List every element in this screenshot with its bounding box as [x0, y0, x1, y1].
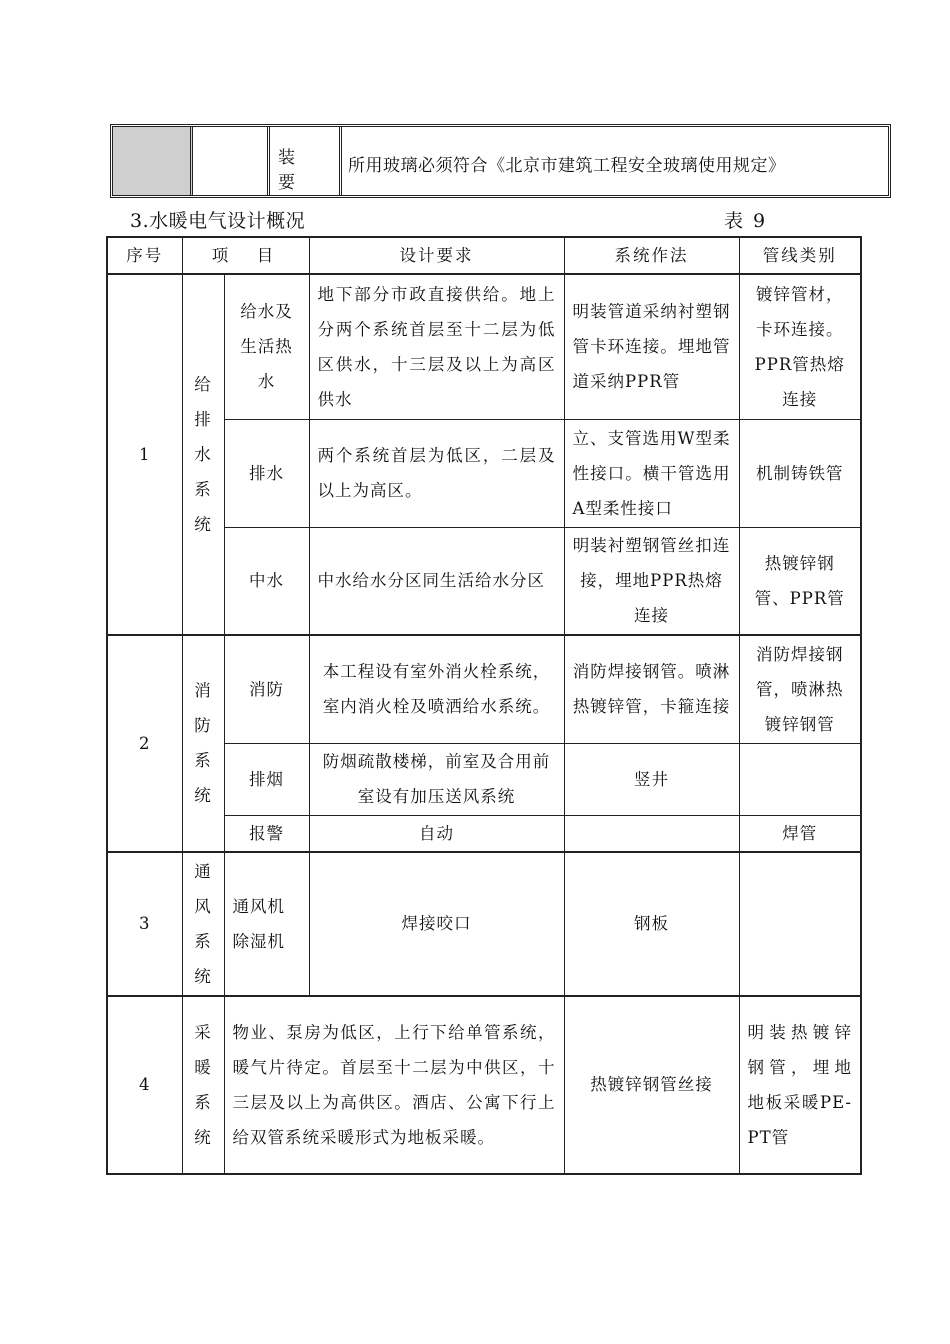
- item-cell: 消防: [224, 635, 309, 743]
- group-system: [182, 996, 224, 1174]
- shaded-cell: [113, 127, 193, 195]
- pipe-cell: 镀锌管材，卡环连接。PPR管热熔连接: [739, 274, 861, 419]
- pipe-cell: [739, 743, 861, 815]
- section-title: 3.水暖电气设计概况: [130, 210, 306, 232]
- requirement-cell: 中水给水分区同生活给水分区: [309, 527, 564, 635]
- pipe-cell: 机制铸铁管: [739, 419, 861, 527]
- table-row: [107, 635, 861, 743]
- pipe-cell: 热镀锌钢管、PPR管: [739, 527, 861, 635]
- fragment-label: 装要: [278, 148, 311, 193]
- method-cell: 立、支管选用W型柔性接口。横干管选用A型柔性接口: [564, 419, 739, 527]
- method-cell: 热镀锌钢管丝接: [564, 996, 739, 1174]
- requirement-cell: 自动: [309, 815, 564, 852]
- requirement-cell: 焊接咬口: [309, 852, 564, 996]
- system-label: 给排水系统: [194, 375, 212, 534]
- method-cell: 明装衬塑钢管丝扣连接，埋地PPR热熔连接: [564, 527, 739, 635]
- group-system: [182, 852, 224, 996]
- header-no: 序号: [107, 237, 182, 274]
- group-system: [182, 635, 224, 852]
- item-cell: 中水: [224, 527, 309, 635]
- method-cell: 消防焊接钢管。喷淋热镀锌管，卡箍连接: [564, 635, 739, 743]
- group-number: 4: [107, 996, 182, 1174]
- requirement-cell: 本工程设有室外消火栓系统，室内消火栓及喷洒给水系统。: [309, 635, 564, 743]
- table-number: 表 9: [724, 210, 768, 232]
- method-cell: [564, 815, 739, 852]
- table-row: [107, 996, 861, 1174]
- table-row: [107, 852, 861, 996]
- group-number: 3: [107, 852, 182, 996]
- header-method: 系统作法: [564, 237, 739, 274]
- item-cell: 报警: [224, 815, 309, 852]
- item-cell: 给水及生活热水: [224, 274, 309, 419]
- item-cell: [224, 852, 309, 996]
- previous-table-fragment: [110, 124, 891, 198]
- requirement-cell: 两个系统首层为低区，二层及以上为高区。: [309, 419, 564, 527]
- system-label: 消防系统: [194, 681, 212, 806]
- item-cell: 排烟: [224, 743, 309, 815]
- table-row: [107, 274, 861, 419]
- group-number: 1: [107, 274, 182, 635]
- method-cell: 竖井: [564, 743, 739, 815]
- requirement-cell: 物业、泵房为低区，上行下给单管系统，暖气片待定。首层至十二层为中供区，十三层及以上为高供区。酒店、公寓下行上给双管系统采暖形式为地板采暖。: [224, 996, 564, 1174]
- header-row: [107, 237, 861, 274]
- item-label: 通风机除湿机: [232, 896, 285, 951]
- fragment-text: 所用玻璃必须符合《北京市建筑工程安全玻璃使用规定》: [348, 156, 786, 176]
- mep-design-table: [106, 236, 862, 1175]
- pipe-cell: [739, 852, 861, 996]
- fragment-text-cell: [342, 127, 888, 195]
- group-number: 2: [107, 635, 182, 852]
- fragment-label-cell: [270, 127, 342, 195]
- header-pipe: 管线类别: [739, 237, 861, 274]
- method-cell: 钢板: [564, 852, 739, 996]
- header-requirement: 设计要求: [309, 237, 564, 274]
- system-label: 通风系统: [194, 861, 212, 986]
- empty-cell: [193, 127, 270, 195]
- pipe-cell: 焊管: [739, 815, 861, 852]
- requirement-cell: 防烟疏散楼梯，前室及合用前室设有加压送风系统: [309, 743, 564, 815]
- group-system: [182, 274, 224, 635]
- header-item: 项 目: [182, 237, 309, 274]
- item-cell: 排水: [224, 419, 309, 527]
- system-label: 采暖系统: [194, 1022, 212, 1147]
- requirement-cell: 地下部分市政直接供给。地上分两个系统首层至十二层为低区供水，十三层及以上为高区供水: [309, 274, 564, 419]
- method-cell: 明装管道采纳衬塑钢管卡环连接。埋地管道采纳PPR管: [564, 274, 739, 419]
- pipe-cell: 明装热镀锌钢管，埋地地板采暖PE-PT管: [739, 996, 861, 1174]
- pipe-cell: 消防焊接钢管，喷淋热镀锌钢管: [739, 635, 861, 743]
